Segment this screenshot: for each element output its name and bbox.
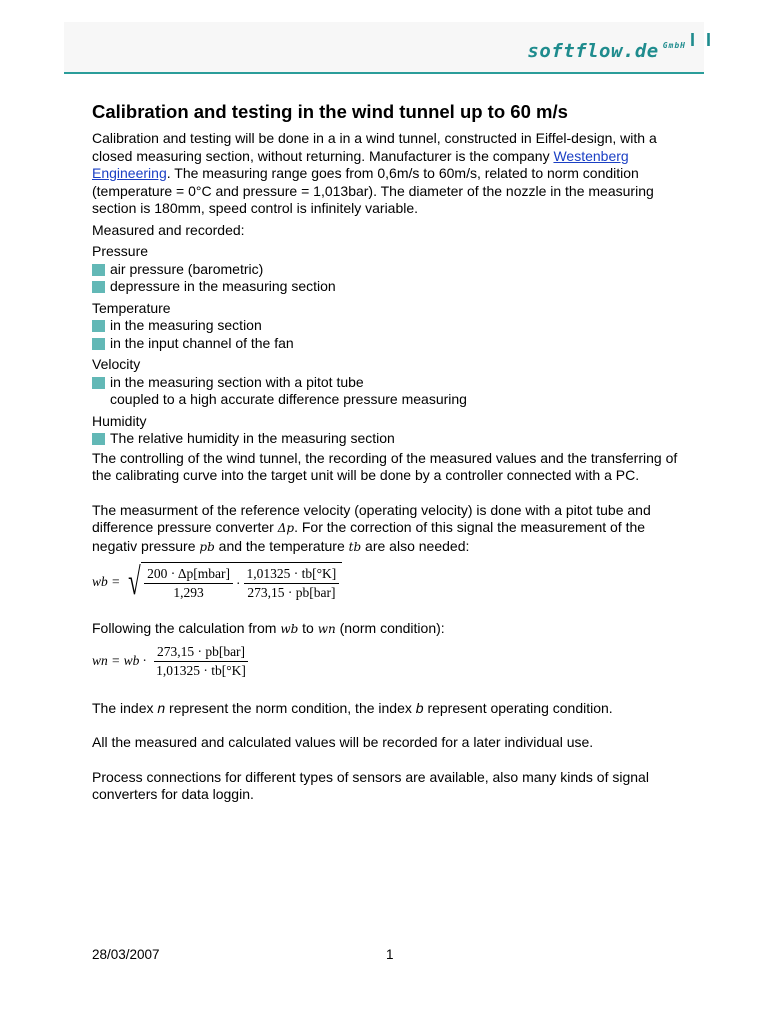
group-heading: Pressure [92,243,149,259]
square-bullet-icon [92,264,105,276]
logo-text: softflow.de [527,40,659,62]
intro-text-1: Calibration and testing will be done in a in a wind tunnel, constructed in Eiffel-design, with a closed measuring section, without returning. Manufacturer is the company [92,130,657,164]
index-b: b [415,699,424,716]
operating-velocity-formula [92,562,692,602]
wn-symbol: wn [317,622,336,636]
square-bullet-icon [92,433,105,445]
list-item [92,374,692,392]
controlling-paragraph: The controlling of the wind tunnel, the recording of the measured values and the transferring of the calibrating curve into the target unit will be done by a controller connected with a PC. [92,449,678,483]
index-text-2: represent the norm condition, the index [165,699,416,716]
list-item [92,261,692,279]
square-bullet-icon [92,377,105,389]
footer-date: 28/03/2007 [92,947,160,962]
fraction-2 [244,565,340,602]
pb-symbol: pb [199,539,215,554]
wb-symbol: wb [280,622,299,636]
logo-suffix: GmbH [662,41,686,50]
measured-heading: Measured and recorded: [92,221,245,238]
following-text-1: Following the calculation from [92,620,281,636]
recorded-paragraph: All the measured and calculated values will be recorded for a later individual use. [92,734,594,750]
westenberg-link[interactable]: Westenberg Engineering [92,147,629,181]
header-divider [64,72,704,74]
list-item-text: in the input channel of the fan [110,334,294,351]
reference-text-1: The measurment of the reference velocity (operating velocity) is done with a pitot tube and difference pressure converter [92,501,651,535]
document-body [92,100,692,804]
fraction-denominator: 273,15 · pb[bar] [247,585,336,600]
list-item [92,335,692,353]
reference-text-2: . For the correction of this signal the measurement of the negativ pressure [92,519,646,554]
index-text-1: The index [92,699,158,716]
following-text-3: (norm condition): [335,620,445,636]
norm-velocity-formula [92,643,692,680]
logo-mark: I I [690,30,715,50]
square-root [124,562,342,602]
page-title: Calibration and testing in the wind tunnel up to 60 m/s [92,101,568,122]
intro-text-2: . The measuring range goes from 0,6m/s to 60m/s, related to norm condition (temperature = 0°C and pressure = 1,013bar). The diameter of the nozzle in the measuring section is 180mm, speed control is infinitely variable. [92,165,654,216]
fraction-denominator: 1,01325 · tb[°K] [156,662,246,678]
list-item [92,430,692,448]
group-heading: Humidity [92,412,147,429]
list-item [92,317,692,335]
square-bullet-icon [92,281,105,293]
list-item-continuation: coupled to a high accurate difference pressure measuring [110,391,467,407]
radicand [141,562,342,602]
radical-sign-icon: √ [128,561,141,603]
intro-paragraph [92,130,692,218]
list-item-text: in the measuring section with a pitot tube [110,373,364,390]
formula-lhs: wb = [92,574,121,589]
company-logo [527,40,686,62]
index-text-3: represent operating condition. [423,699,613,716]
list-item-text: air pressure (barometric) [110,260,264,277]
list-item [92,278,692,296]
formula-lhs: wn = wb · [92,653,147,668]
tb-symbol: tb [348,539,362,554]
process-paragraph: Process connections for different types of sensors are available, also many kinds of signal converters for data loggin. [92,768,649,802]
group-heading: Velocity [92,356,141,372]
list-item-text: The relative humidity in the measuring section [110,430,395,446]
following-text-2: to [298,620,318,636]
list-item-text: in the measuring section [110,317,262,333]
index-paragraph [92,700,692,718]
velocity-group [92,356,692,409]
group-heading: Temperature [92,299,171,316]
index-n: n [157,699,166,716]
multiply-dot: · [236,575,241,591]
following-paragraph [92,620,692,639]
pressure-group [92,243,692,296]
reference-text-3: and the temperature [214,537,349,554]
fraction-denominator: 1,293 [173,585,204,600]
delta-p-symbol: Δp [277,521,295,535]
reference-paragraph [92,502,692,557]
list-item-text: depressure in the measuring section [110,278,336,294]
fraction-numerator: 1,01325 · tb[°K] [244,565,340,584]
fraction-numerator: 200 · Δp[mbar] [144,565,233,584]
temperature-group [92,300,692,353]
fraction [153,643,249,680]
fraction-1 [144,565,233,602]
fraction-numerator: 273,15 · pb[bar] [154,643,248,662]
page-number: 1 [386,947,394,962]
square-bullet-icon [92,338,105,350]
humidity-group [92,413,692,448]
reference-text-4: are also needed: [361,537,470,554]
square-bullet-icon [92,320,105,332]
